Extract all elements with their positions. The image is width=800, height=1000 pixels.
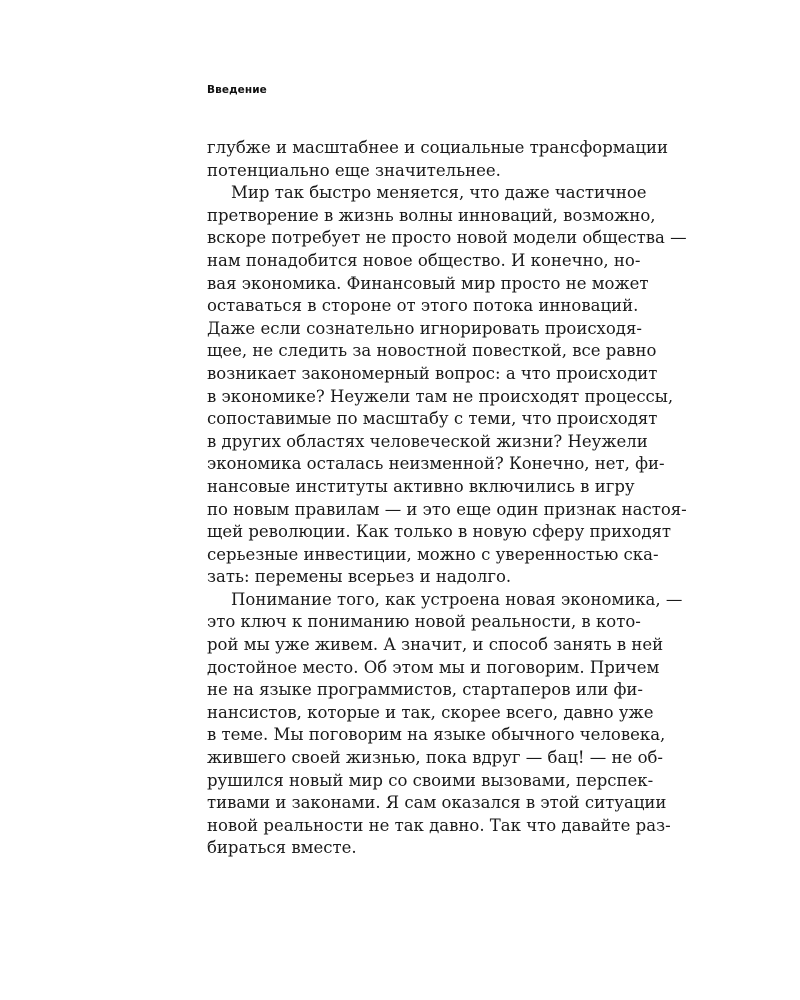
text-line: возникает закономерный вопрос: а что происходит <box>207 363 658 383</box>
text-line: не на языке программистов, стартаперов или фи- <box>207 680 643 700</box>
text-line: сопоставимые по масштабу с теми, что происходят <box>207 409 658 429</box>
text-line: Даже если сознательно игнорировать происходя- <box>207 318 642 338</box>
text-line: вскоре потребует не просто новой модели общества — <box>207 228 687 248</box>
text-line: щей революции. Как только в новую сферу приходят <box>207 522 672 542</box>
text-line: это ключ к пониманию новой реальности, в кото- <box>207 612 641 632</box>
text-line: рушился новый мир со своими вызовами, перспек- <box>207 770 654 790</box>
text-line: в теме. Мы поговорим на языке обычного человека, <box>207 725 666 745</box>
text-line: претворение в жизнь волны инноваций, возможно, <box>207 205 656 225</box>
text-line: Мир так быстро меняется, что даже частичное <box>231 183 647 203</box>
text-line: вая экономика. Финансовый мир просто не может <box>207 273 649 293</box>
text-line: серьезные инвестиции, можно с уверенностью ска- <box>207 544 659 564</box>
text-line: щее, не следить за новостной повесткой, все равно <box>207 341 657 361</box>
text-line: нам понадобится новое общество. И конечно, но- <box>207 250 641 270</box>
text-line: бираться вместе. <box>207 838 357 858</box>
running-head: Введение <box>207 84 267 96</box>
paragraph <box>207 589 683 860</box>
text-line: новой реальности не так давно. Так что давайте раз- <box>207 815 671 835</box>
text-line: нансовые институты активно включились в игру <box>207 476 635 496</box>
text-line: глубже и масштабнее и социальные трансформации <box>207 138 669 157</box>
text-line: в экономике? Неужели там не происходят процессы, <box>207 386 674 406</box>
text-line: зать: перемены всерьез и надолго. <box>207 567 512 587</box>
text-line: Понимание того, как устроена новая экономика, — <box>231 589 683 609</box>
text-line: нансистов, которые и так, скорее всего, давно уже <box>207 702 654 722</box>
text-line: оставаться в стороне от этого потока инноваций. <box>207 296 639 316</box>
paragraph <box>207 137 669 182</box>
text-line: в других областях человеческой жизни? Неужели <box>207 431 648 451</box>
text-line: экономика осталась неизменной? Конечно, нет, фи- <box>207 454 665 474</box>
paragraph <box>207 182 687 589</box>
body-text <box>207 137 687 860</box>
text-line: достойное место. Об этом мы и поговорим. Причем <box>207 657 660 677</box>
text-line: жившего своей жизнью, пока вдруг — бац! — не об- <box>207 748 664 768</box>
text-line: потенциально еще значительнее. <box>207 160 501 180</box>
text-line: рой мы уже живем. А значит, и способ занять в ней <box>207 635 664 655</box>
text-line: по новым правилам — и это еще один признак настоя- <box>207 499 687 519</box>
text-line: тивами и законами. Я сам оказался в этой ситуации <box>207 793 667 813</box>
